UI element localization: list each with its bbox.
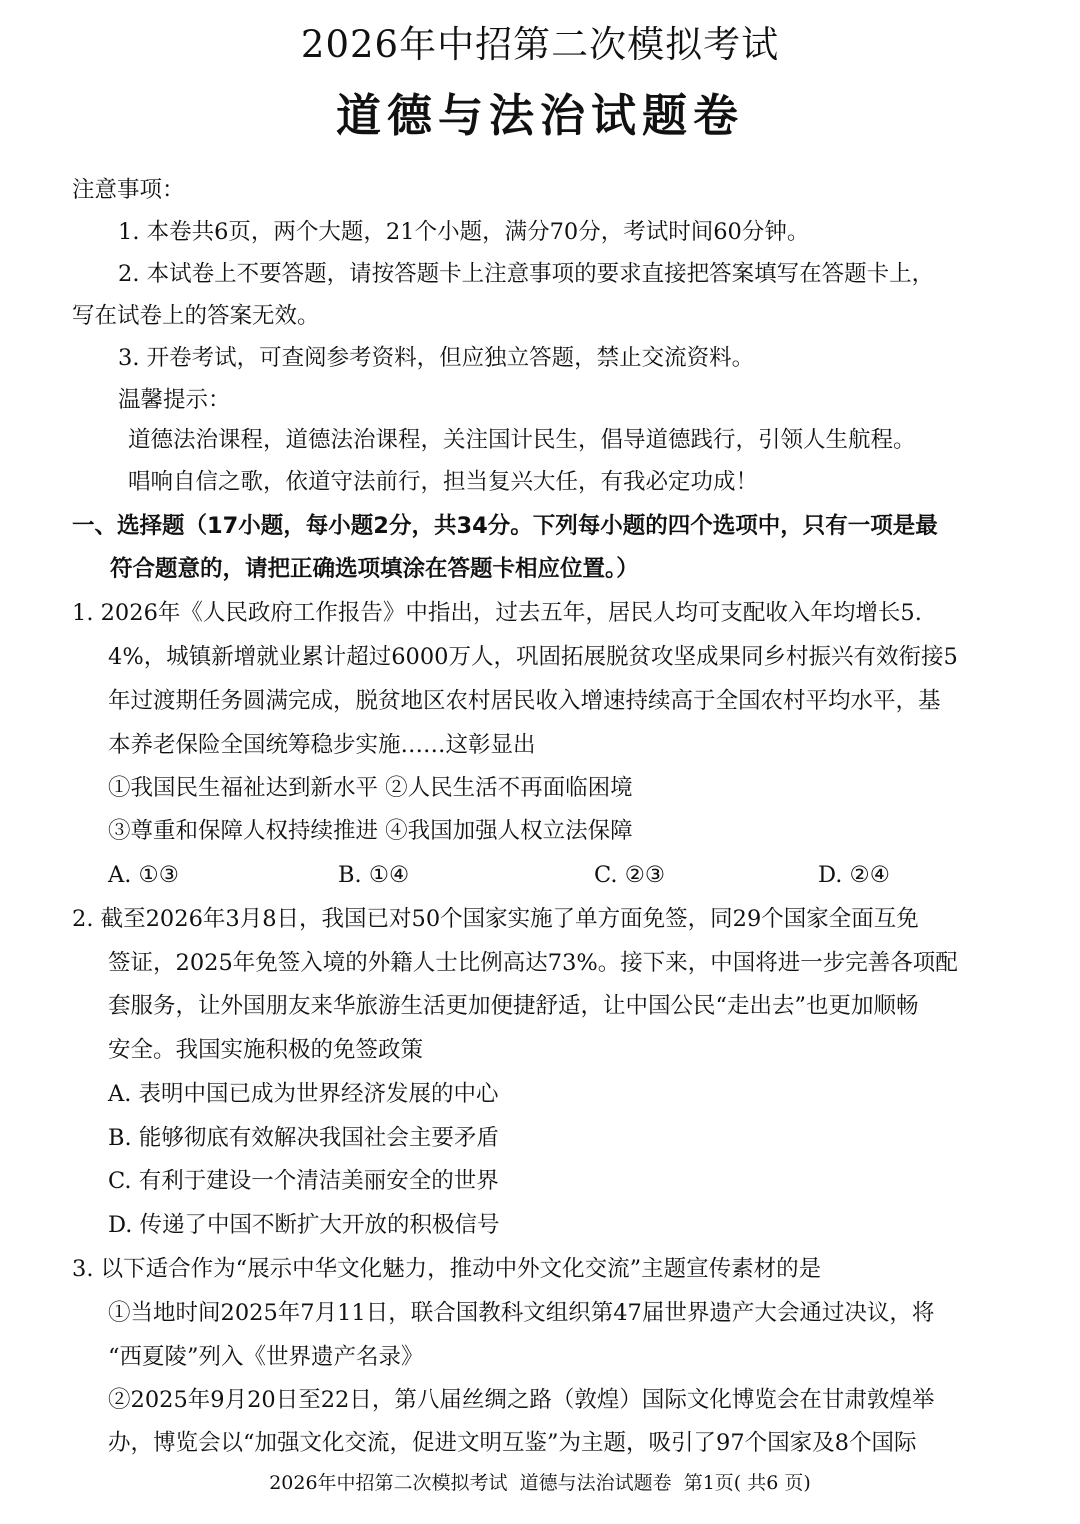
page-footer: 2026年中招第二次模拟考试 道德与法治试题卷 第1页( 共6 页) bbox=[269, 1472, 811, 1494]
section-1-heading-line-1: 一、选择题（17小题，每小题2分，共34分。下列每小题的四个选项中，只有一项是最 bbox=[72, 513, 938, 539]
notes-heading: 注意事项： bbox=[72, 177, 185, 203]
q2-stem-line-1: 2. 截至2026年3月8日，我国已对50个国家实施了单方面免签，同29个国家全面互免 bbox=[72, 906, 919, 932]
q1-stem-line-2: 4%，城镇新增就业累计超过6000万人，巩固拓展脱贫攻坚成果同乡村振兴有效衔接5 bbox=[108, 644, 958, 670]
q1-stem-line-1: 1. 2026年《人民政府工作报告》中指出，过去五年，居民人均可支配收入年均增长5. bbox=[72, 600, 922, 626]
q1-option-a: A. ①③ bbox=[108, 862, 179, 888]
notes-item-1: 1. 本卷共6页，两个大题，21个小题，满分70分，考试时间60分钟。 bbox=[118, 219, 810, 245]
q1-statements-1: ①我国民生福祉达到新水平 ②人民生活不再面临困境 bbox=[108, 775, 633, 801]
q1-stem-line-4: 本养老保险全国统筹稳步实施……这彰显出 bbox=[108, 732, 536, 758]
q2-option-b: B. 能够彻底有效解决我国社会主要矛盾 bbox=[108, 1125, 499, 1151]
q2-stem-line-3: 套服务，让外国朋友来华旅游生活更加便捷舒适，让中国公民“走出去”也更加顺畅 bbox=[108, 993, 919, 1019]
q2-option-a: A. 表明中国已成为世界经济发展的中心 bbox=[108, 1081, 499, 1107]
exam-title: 2026年中招第二次模拟考试 bbox=[300, 23, 780, 66]
q2-stem-line-4: 安全。我国实施积极的免签政策 bbox=[108, 1037, 424, 1063]
q1-option-d: D. ②④ bbox=[818, 862, 890, 888]
tips-heading: 温馨提示： bbox=[118, 387, 231, 413]
section-1-heading-line-2: 符合题意的，请把正确选项填涂在答题卡相应位置。） bbox=[110, 556, 639, 582]
q1-option-b: B. ①④ bbox=[338, 862, 410, 888]
q3-item-2-line-2: 办，博览会以“加强文化交流，促进文明互鉴”为主题，吸引了97个国家及8个国际 bbox=[108, 1430, 917, 1456]
q2-option-c: C. 有利于建设一个清洁美丽安全的世界 bbox=[108, 1168, 499, 1194]
notes-item-3: 3. 开卷考试，可查阅参考资料，但应独立答题，禁止交流资料。 bbox=[118, 345, 755, 371]
q1-option-c: C. ②③ bbox=[594, 862, 666, 888]
notes-item-2-line-2: 写在试卷上的答案无效。 bbox=[72, 303, 320, 329]
tips-line-1: 道德法治课程，道德法治课程，关注国计民生，倡导道德践行，引领人生航程。 bbox=[128, 427, 916, 453]
q1-stem-line-3: 年过渡期任务圆满完成，脱贫地区农村居民收入增速持续高于全国农村平均水平，基 bbox=[108, 688, 941, 714]
tips-line-2: 唱响自信之歌，依道守法前行，担当复兴大任，有我必定功成！ bbox=[128, 469, 759, 495]
q1-options bbox=[0, 857, 1080, 893]
q2-stem-line-2: 签证，2025年免签入境的外籍人士比例高达73%。接下来，中国将进一步完善各项配 bbox=[108, 950, 958, 976]
q3-item-2-line-1: ②2025年9月20日至22日，第八届丝绸之路（敦煌）国际文化博览会在甘肃敦煌举 bbox=[108, 1387, 935, 1413]
notes-item-2-line-1: 2. 本试卷上不要答题，请按答题卡上注意事项的要求直接把答案填写在答题卡上， bbox=[118, 261, 935, 287]
q2-option-d: D. 传递了中国不断扩大开放的积极信号 bbox=[108, 1212, 500, 1238]
q3-item-1-line-1: ①当地时间2025年7月11日，联合国教科文组织第47届世界遗产大会通过决议，将 bbox=[108, 1300, 935, 1326]
exam-subject-title: 道德与法治试题卷 bbox=[335, 89, 744, 142]
q3-item-1-line-2: “西夏陵”列入《世界遗产名录》 bbox=[108, 1344, 424, 1370]
q3-stem: 3. 以下适合作为“展示中华文化魅力，推动中外文化交流”主题宣传素材的是 bbox=[72, 1256, 822, 1282]
q1-statements-2: ③尊重和保障人权持续推进 ④我国加强人权立法保障 bbox=[108, 818, 633, 844]
